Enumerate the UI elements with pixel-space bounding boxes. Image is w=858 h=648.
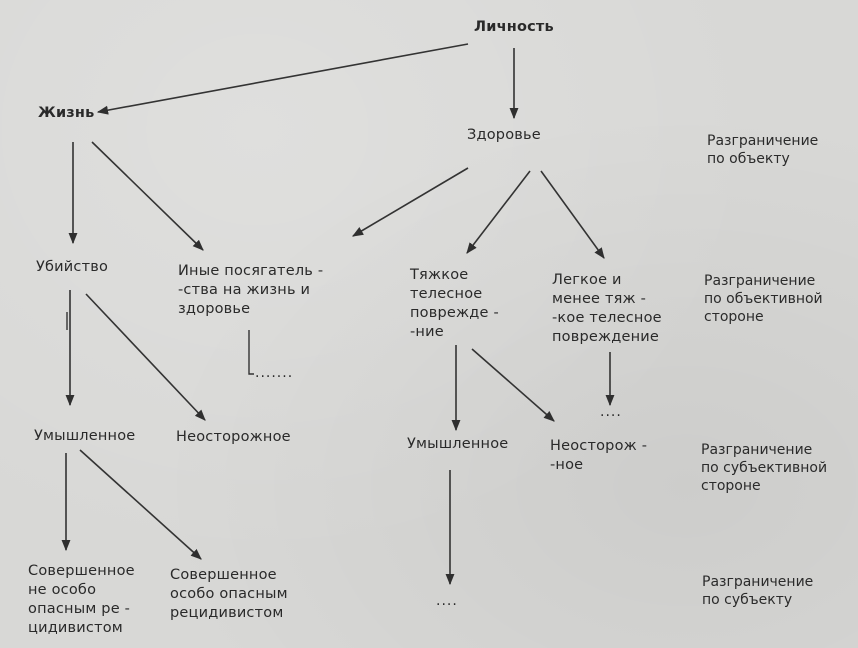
node-umyshl-1: Умышленное	[34, 428, 136, 444]
node-neostor-1: Неосторожное	[176, 429, 291, 445]
node-ubiystvo: Убийство	[36, 259, 109, 275]
arrow-lichnost-zhizn	[98, 44, 468, 112]
arrow-umyshl1-sov2	[80, 450, 201, 559]
note-object: Разграничение по объекту	[707, 133, 819, 167]
node-zdorovie: Здоровье	[467, 127, 541, 143]
node-umyshl-2: Умышленное	[407, 436, 509, 452]
connector-inye-cont	[249, 330, 254, 374]
arrow-zdorovie-legkoe	[541, 171, 604, 258]
arrow-zdorovie-tyazhkoe	[467, 171, 530, 253]
ellipsis-inye: .......	[255, 365, 294, 381]
ellipsis-legkoe: ....	[600, 404, 622, 420]
node-sov-1: Совершенное не особо опасным ре - цидивистом	[28, 563, 135, 636]
node-lichnost: Личность	[474, 19, 554, 35]
note-subject: Разграничение по субъекту	[702, 574, 814, 608]
node-neostor-2: Неосторож - -ное	[550, 438, 648, 473]
arrow-zhizn-inye	[92, 142, 203, 250]
ellipsis-umyshl2: ....	[436, 593, 458, 609]
node-inye: Иные посягатель - -ства на жизнь и здоровье	[178, 263, 324, 317]
arrow-tyazhkoe-neostor	[472, 349, 554, 421]
node-tyazhkoe: Тяжкое телесное поврежде - -ние	[410, 267, 499, 340]
node-zhizn: Жизнь	[38, 105, 95, 121]
arrow-zdorovie-inye	[353, 168, 468, 236]
note-objective: Разграничение по объективной стороне	[704, 273, 823, 325]
note-subjective: Разграничение по субъективной стороне	[701, 442, 828, 494]
node-legkoe: Легкое и менее тяж - -кое телесное повреждение	[552, 272, 662, 345]
node-sov-2: Совершенное особо опасным рецидивистом	[170, 567, 288, 621]
